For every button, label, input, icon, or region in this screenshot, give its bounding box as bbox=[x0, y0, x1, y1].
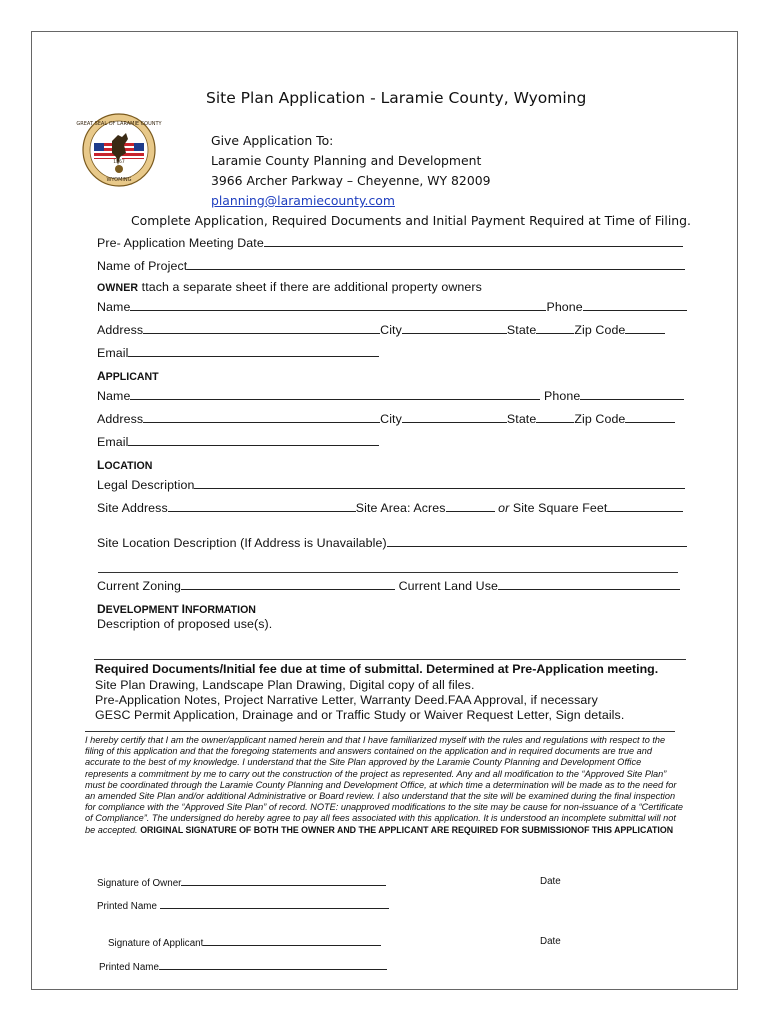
give-to-org: Laramie County Planning and Development bbox=[211, 153, 482, 168]
applicant-heading-rest: PPLICANT bbox=[105, 371, 159, 383]
applicant-heading bbox=[97, 369, 159, 383]
project-name-row bbox=[97, 258, 685, 273]
owner-name-input[interactable] bbox=[130, 299, 546, 311]
applicant-zip-input[interactable] bbox=[625, 411, 675, 423]
give-to-email-link[interactable]: planning@laramiecounty.com bbox=[211, 193, 395, 208]
certification-text bbox=[85, 735, 685, 836]
current-land-use-input[interactable] bbox=[498, 578, 680, 590]
seal-top-text: GREAT SEAL OF LARAMIE COUNTY bbox=[76, 121, 162, 127]
seal-bottom-text: WYOMING bbox=[106, 177, 132, 183]
required-docs-line-1: Site Plan Drawing, Landscape Plan Drawing, Digital copy of all files. bbox=[95, 678, 475, 692]
owner-printed-name-input[interactable] bbox=[160, 899, 389, 909]
pre-app-date-label: Pre- Application Meeting Date bbox=[97, 236, 264, 250]
pre-app-date-input[interactable] bbox=[264, 235, 683, 247]
owner-city-input[interactable] bbox=[402, 322, 507, 334]
owner-phone-label: Phone bbox=[546, 300, 583, 314]
project-name-label: Name of Project bbox=[97, 259, 188, 273]
certification-body: I hereby certify that I am the owner/applicant named herein and that I have familiarized myself with the rules and regulations with respect to the filing of this application and that the foregoing statements and answers contained on the application and in required documents are true and accurate to the best of my knowledge. I understand that the Site Plan approved by the Laramie County Planning and Development Office represents a commitment by me to carry out the construction of the project as represented. Any and all modification to the “Approved Site Plan” must be coordinated through the Laramie County Planning and Development Office, at which time a determination will be made as to the need for an amended Site Plan and/or additional Administrative or Board review. I also understand that the site will be examined during the final inspection for compliance with the “Approved Site Plan” of record. NOTE: unapproved modifications to the site may be cause for non-issuance of a “Certificate of Compliance”. The undersigned do hereby agree to pay all fees associated with this application. It is understood an incomplete submittal will not be accepted. bbox=[85, 735, 683, 835]
location-heading bbox=[97, 458, 152, 472]
owner-zip-input[interactable] bbox=[625, 322, 665, 334]
required-docs-line-3: GESC Permit Application, Drainage and or Traffic Study or Waiver Request Letter, Sign details. bbox=[95, 708, 625, 722]
give-to-address: 3966 Archer Parkway – Cheyenne, WY 82009 bbox=[211, 173, 491, 188]
development-desc-label: Description of proposed use(s). bbox=[97, 617, 273, 631]
owner-signature-input[interactable] bbox=[181, 876, 386, 886]
applicant-zip-label: Zip Code bbox=[574, 412, 626, 426]
owner-signature-label: Signature of Owner bbox=[97, 878, 182, 889]
site-location-desc-continuation-line[interactable] bbox=[98, 572, 678, 573]
owner-address-input[interactable] bbox=[143, 322, 380, 334]
owner-email-label: Email bbox=[97, 346, 129, 360]
or-label: or bbox=[498, 501, 510, 515]
owner-date-label: Date bbox=[540, 876, 561, 887]
owner-email-input[interactable] bbox=[128, 345, 379, 357]
applicant-printed-name-input[interactable] bbox=[159, 960, 387, 970]
applicant-printed-name-label: Printed Name bbox=[99, 962, 159, 973]
certification-divider bbox=[85, 731, 675, 732]
owner-address-label: Address bbox=[97, 323, 144, 337]
laramie-county-seal-icon bbox=[76, 113, 162, 187]
applicant-printed-name-row bbox=[99, 960, 387, 973]
current-land-use-label: Current Land Use bbox=[395, 579, 498, 593]
applicant-address-input[interactable] bbox=[143, 411, 380, 423]
certification-original-signature-note: ORIGINAL SIGNATURE OF BOTH THE OWNER AND THE APPLICANT ARE REQUIRED FOR SUBMISSIONOF THIS APPLICATION bbox=[140, 824, 674, 835]
zoning-row bbox=[97, 578, 680, 593]
required-docs-heading: Required Documents/Initial fee due at time of submittal. Determined at Pre-Application meeting. bbox=[95, 662, 659, 676]
owner-printed-name-label: Printed Name bbox=[97, 901, 157, 912]
current-zoning-label: Current Zoning bbox=[97, 579, 182, 593]
applicant-email-input[interactable] bbox=[128, 434, 379, 446]
owner-heading-note: ttach a separate sheet if there are additional property owners bbox=[138, 280, 482, 294]
development-desc-line[interactable] bbox=[94, 659, 686, 660]
location-heading-rest: OCATION bbox=[104, 460, 153, 472]
applicant-date-label: Date bbox=[540, 936, 561, 947]
seal-year-text: 1867 bbox=[113, 160, 125, 165]
owner-printed-name-row bbox=[97, 899, 389, 912]
site-address-input[interactable] bbox=[168, 500, 356, 512]
pre-app-date-row bbox=[97, 235, 683, 250]
complete-note: Complete Application, Required Documents and Initial Payment Required at Time of Filing. bbox=[131, 213, 691, 228]
applicant-heading-initial: A bbox=[97, 369, 106, 383]
required-docs-line-2: Pre-Application Notes, Project Narrative Letter, Warranty Deed.FAA Approval, if necessary bbox=[95, 693, 598, 707]
site-location-desc-row bbox=[97, 535, 687, 550]
information-heading-initial-i: I bbox=[181, 602, 185, 616]
applicant-name-row bbox=[97, 388, 684, 403]
applicant-email-row bbox=[97, 434, 379, 449]
give-to-heading: Give Application To: bbox=[211, 133, 334, 148]
site-area-acres-label: Site Area: Acres bbox=[355, 501, 446, 515]
applicant-name-label: Name bbox=[97, 389, 131, 403]
information-heading-rest: NFORMATION bbox=[184, 604, 256, 616]
owner-signature-row bbox=[97, 876, 386, 889]
owner-state-label: State bbox=[506, 323, 537, 337]
location-heading-initial: L bbox=[97, 458, 105, 472]
applicant-email-label: Email bbox=[97, 435, 129, 449]
development-heading-rest: EVELOPMENT bbox=[105, 604, 182, 616]
legal-description-input[interactable] bbox=[194, 477, 685, 489]
site-address-row bbox=[97, 500, 683, 515]
current-zoning-input[interactable] bbox=[181, 578, 395, 590]
site-location-desc-label: Site Location Description (If Address is Unavailable) bbox=[97, 536, 387, 550]
owner-email-row bbox=[97, 345, 379, 360]
applicant-state-label: State bbox=[506, 412, 537, 426]
owner-address-row bbox=[97, 322, 665, 337]
legal-description-row bbox=[97, 477, 685, 492]
owner-name-row bbox=[97, 299, 687, 314]
development-info-heading bbox=[97, 602, 256, 616]
owner-zip-label: Zip Code bbox=[574, 323, 626, 337]
owner-name-label: Name bbox=[97, 300, 131, 314]
legal-description-label: Legal Description bbox=[97, 478, 195, 492]
page-title: Site Plan Application - Laramie County, Wyoming bbox=[206, 89, 587, 107]
applicant-phone-input[interactable] bbox=[580, 388, 684, 400]
owner-phone-input[interactable] bbox=[583, 299, 687, 311]
applicant-city-label: City bbox=[380, 412, 402, 426]
site-address-label: Site Address bbox=[97, 501, 168, 515]
site-square-feet-input[interactable] bbox=[607, 500, 683, 512]
applicant-phone-label: Phone bbox=[544, 389, 581, 403]
project-name-input[interactable] bbox=[187, 258, 685, 270]
applicant-signature-label: Signature of Applicant bbox=[108, 938, 204, 949]
owner-state-input[interactable] bbox=[536, 322, 574, 334]
site-area-acres-input[interactable] bbox=[446, 500, 495, 512]
owner-heading-label: OWNER bbox=[97, 282, 139, 294]
development-heading-initial-d: D bbox=[97, 602, 106, 616]
applicant-signature-row bbox=[108, 936, 381, 949]
owner-heading bbox=[97, 280, 482, 294]
owner-city-label: City bbox=[380, 323, 402, 337]
applicant-state-input[interactable] bbox=[536, 411, 574, 423]
applicant-name-input[interactable] bbox=[130, 388, 540, 400]
applicant-signature-input[interactable] bbox=[203, 936, 381, 946]
applicant-city-input[interactable] bbox=[402, 411, 507, 423]
applicant-address-row bbox=[97, 411, 675, 426]
site-location-desc-input[interactable] bbox=[387, 535, 687, 547]
site-square-feet-label: Site Square Feet bbox=[509, 501, 608, 515]
applicant-address-label: Address bbox=[97, 412, 144, 426]
